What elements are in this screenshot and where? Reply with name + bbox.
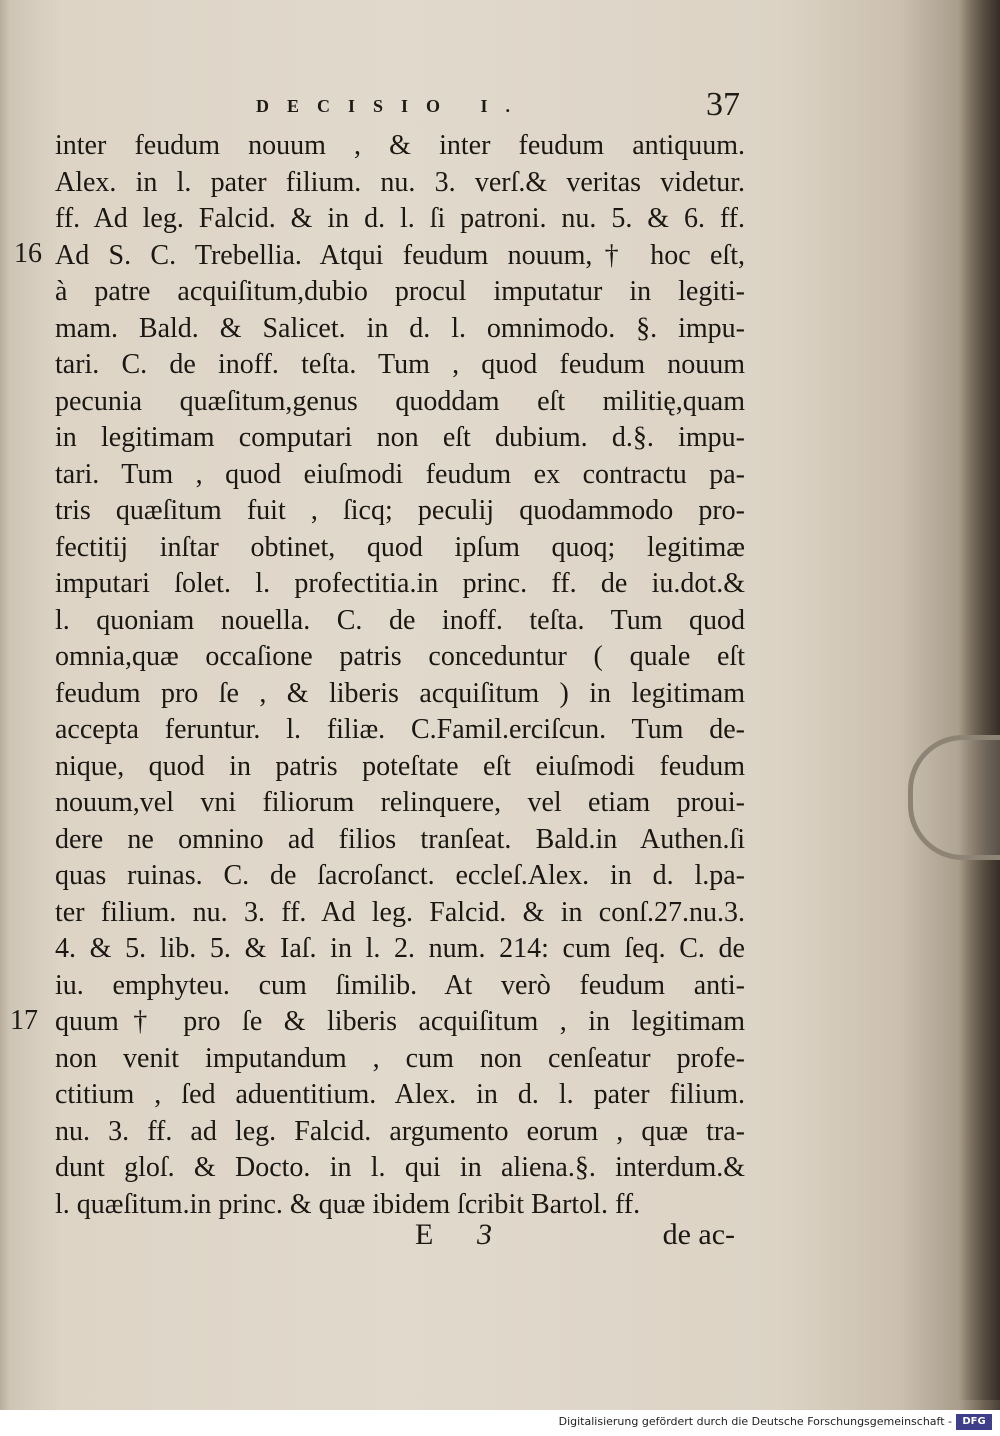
text-line: imputari ſolet. l. profectitia.in princ. ff. de iu.dot.& <box>55 568 745 599</box>
text-line: accepta feruntur. l. filiæ. C.Famil.erciſcun. Tum de- <box>55 714 745 745</box>
text-line: iu. emphyteu. cum ſimilib. At verò feudum anti- <box>55 969 745 1001</box>
catchword: de ac- <box>662 1218 735 1251</box>
text-line: mam. Bald. & Salicet. in d. l. omnimodo. §. impu- <box>55 312 745 344</box>
text-line: quas ruinas. C. de ſacroſanct. eccleſ.Alex. in d. l.pa- <box>55 860 745 891</box>
page-clip <box>908 735 1000 860</box>
text-line: in legitimam computari non eſt dubium. d.§. impu- <box>55 422 745 453</box>
running-head: DECISIO I. <box>256 96 529 116</box>
text-line: l. quæſitum.in princ. & quæ ibidem ſcribit Bartol. ff. <box>55 1188 641 1220</box>
page-header <box>60 86 740 126</box>
text-line: ctitium , ſed aduentitium. Alex. in d. l. pater filium. <box>55 1079 745 1110</box>
body-text <box>55 128 745 1223</box>
text-line: inter feudum nouum , & inter feudum antiquum. <box>55 130 745 161</box>
page-number: 37 <box>706 86 740 123</box>
funding-credit: Digitalisierung gefördert durch die Deutsche Forschungsgemeinschaft - <box>558 1415 952 1428</box>
text-line: dunt gloſ. & Docto. in l. qui in aliena.§. interdum.& <box>55 1152 745 1183</box>
text-line: non venit imputandum , cum non cenſeatur profe- <box>55 1042 745 1074</box>
text-line: feudum pro ſe , & liberis acquiſitum ) in legitimam <box>55 677 745 709</box>
text-line: Ad S. C. Trebellia. Atqui feudum nouum,† hoc eſt, <box>55 239 745 271</box>
text-line: nouum,vel vni filiorum relinquere, vel etiam proui- <box>55 787 745 818</box>
text-line: tari. Tum , quod eiuſmodi feudum ex contractu pa- <box>55 458 745 490</box>
text-line: à patre acquiſitum,dubio procul imputatur in legiti- <box>55 276 745 307</box>
text-line: tari. C. de inoff. teſta. Tum , quod feudum nouum <box>55 349 745 380</box>
text-line: Alex. in l. pater filium. nu. 3. verſ.& veritas videtur. <box>55 166 745 198</box>
text-line: pecunia quæſitum,genus quoddam eſt militię,quam <box>55 385 745 417</box>
text-line: 4. & 5. lib. 5. & Iaſ. in l. 2. num. 214: cum ſeq. C. de <box>55 933 745 964</box>
text-line: quum† pro ſe & liberis acquiſitum , in legitimam <box>55 1006 745 1037</box>
text-line: tris quæſitum fuit , ſicq; peculij quodammodo pro- <box>55 495 745 526</box>
margin-number-17: 17 <box>10 1005 38 1036</box>
margin-number-16: 16 <box>14 238 42 269</box>
signature-number: 3 <box>477 1218 492 1251</box>
text-line: omnia,quæ occaſione patris conceduntur ( quale eſt <box>55 641 745 672</box>
text-line: dere ne omnino ad filios tranſeat. Bald.in Authen.ſi <box>55 823 745 855</box>
text-line: ter filium. nu. 3. ff. Ad leg. Falcid. & in conſ.27.nu.3. <box>55 896 745 928</box>
signature-mark: E <box>415 1218 434 1251</box>
footer-bar <box>0 1410 1000 1436</box>
page-edge-shadow <box>958 0 1000 1400</box>
text-line: nu. 3. ff. ad leg. Falcid. argumento eorum , quæ tra- <box>55 1115 745 1147</box>
text-line: fectitij inſtar obtinet, quod ipſum quoq; legitimæ <box>55 531 745 563</box>
text-line: nique, quod in patris poteſtate eſt eiuſmodi feudum <box>55 750 745 782</box>
text-line: l. quoniam nouella. C. de inoff. teſta. Tum quod <box>55 604 745 636</box>
dfg-logo: DFG <box>956 1414 992 1430</box>
catch-line <box>415 1218 735 1258</box>
text-line: ff. Ad leg. Falcid. & in d. l. ſi patroni. nu. 5. & 6. ff. <box>55 203 745 234</box>
